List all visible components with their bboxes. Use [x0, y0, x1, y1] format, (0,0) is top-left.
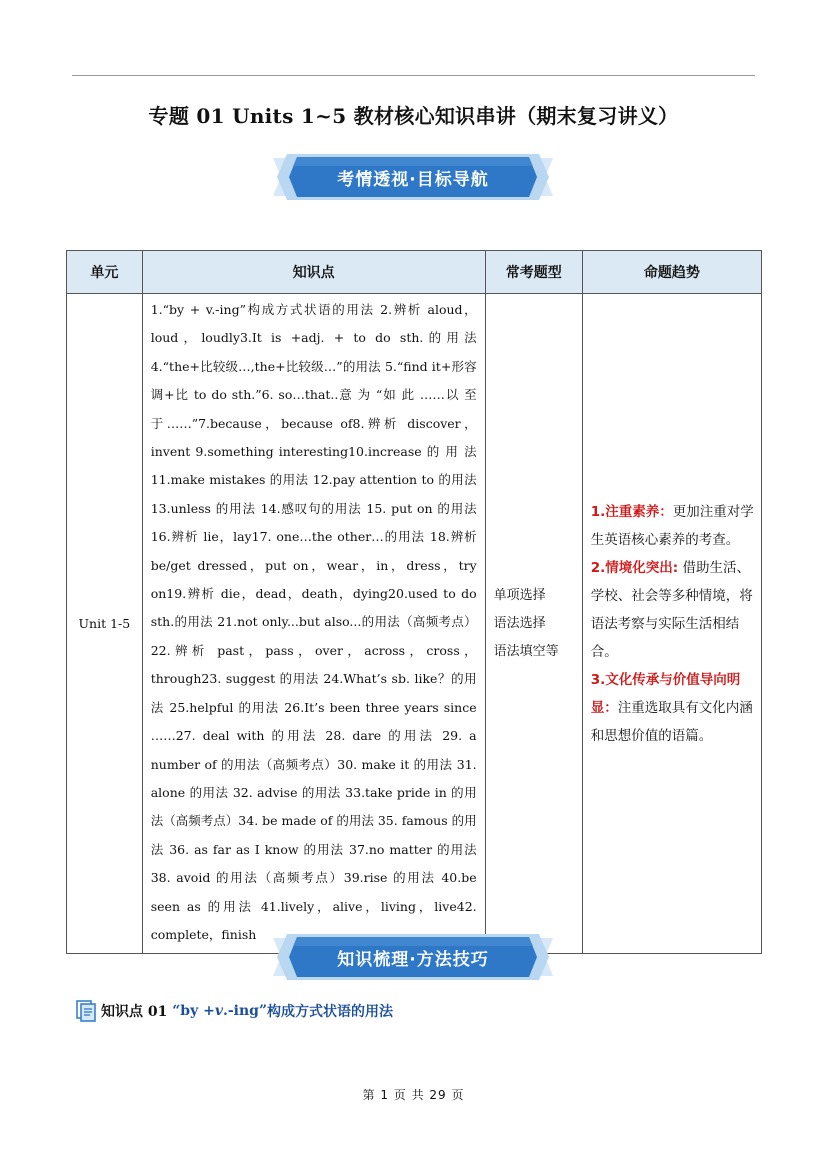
header-question-types: 常考题型 — [485, 251, 582, 294]
trend-item — [591, 498, 755, 554]
knowledge-point-italic: v — [214, 1003, 223, 1019]
banner-knowledge-summary — [273, 932, 553, 982]
trend-label: 2.情境化突出: — [590, 559, 679, 576]
table-header-row — [67, 251, 762, 294]
banner-knowledge-summary-label: 知识梳理·方法技巧 — [337, 949, 489, 970]
question-type-item: 单项选择 — [493, 587, 546, 603]
trend-label: 1.注重素养： — [590, 503, 673, 520]
cell-unit: Unit 1-5 — [67, 294, 143, 954]
table-row — [67, 294, 762, 954]
banner-exam-overview-label: 考情透视·目标导航 — [337, 169, 489, 190]
page-footer: 第 1 页 共 29 页 — [362, 1088, 465, 1102]
knowledge-point-quote: “by + — [172, 1003, 215, 1019]
cell-knowledge-points: 1.“by + v.-ing”构成方式状语的用法 2.辨析 aloud，loud，loudly3.It is +adj. + to do sth.的用法 4.“the+比较级…,the+比较级…”的用法 5.“find it+形容调+比 to do sth.”6. so…that..意 为 “如 此 ……以 至 于……”7.because，because of8.辨析 discover，invent 9.something interesting10.increase 的 用 法 11.make mistakes 的用法 12.pay attention to 的用法 13.unless 的用法 14.感叹句的用法 15. put on 的用法 16.辨析 lie，lay17. one…the other…的用法 18.辨析 be/get dressed，put on，wear，in，dress，try on19.辨析 die，dead，death，dying20.used to do sth.的用法 21.not only...but also...的用法（高频考点）22.辨析 past，pass，over，across，cross，through23. suggest 的用法 24.What’s sb. like？的用法 25.helpful 的用法 26.It’s been three years since ……27. deal with 的用法 28. dare 的用法 29. a number of 的用法（高频考点）30. make it 的用法 31. alone 的用法 32. advise 的用法 33.take pride in 的用法（高频考点）34. be made of 的用法 35. famous 的用法 36. as far as I know 的用法 37.no matter 的用法 38. avoid 的用法（高频考点）39.rise 的用法 40.be seen as 的用法 41.lively，alive，living，live42. complete，finish — [142, 294, 485, 954]
knowledge-point-suffix: 构成方式状语的用法 — [267, 1004, 393, 1020]
trend-item — [591, 666, 755, 750]
header-knowledge: 知识点 — [142, 251, 485, 294]
trend-item — [591, 554, 755, 666]
question-type-item: 语法填空等 — [493, 643, 559, 659]
knowledge-point-heading — [76, 1000, 393, 1022]
trend-text: 更加注重对学生英语核心素养的考查。 — [590, 503, 754, 548]
header-rule — [72, 75, 755, 76]
header-unit: 单元 — [67, 251, 143, 294]
document-icon — [76, 1000, 98, 1022]
header-trends: 命题趋势 — [582, 251, 761, 294]
page-title: 专题 01 Units 1~5 教材核心知识串讲（期末复习讲义） — [148, 104, 679, 128]
trend-text: 借助生活、学校、社会等多种情境，将语法考察与实际生活相结合。 — [590, 559, 753, 660]
knowledge-point-prefix: 知识点 01 — [101, 1004, 168, 1020]
trend-text: 注重选取具有文化内涵和思想价值的语篇。 — [590, 699, 753, 744]
cell-question-types — [485, 294, 582, 954]
exam-overview-table — [66, 250, 762, 954]
banner-exam-overview — [273, 152, 553, 202]
cell-trends — [582, 294, 761, 954]
trend-label: 3.文化传承与价值导向明显： — [590, 671, 741, 716]
knowledge-point-quote-rest: .-ing” — [222, 1003, 267, 1019]
question-type-item: 语法选择 — [493, 615, 546, 631]
